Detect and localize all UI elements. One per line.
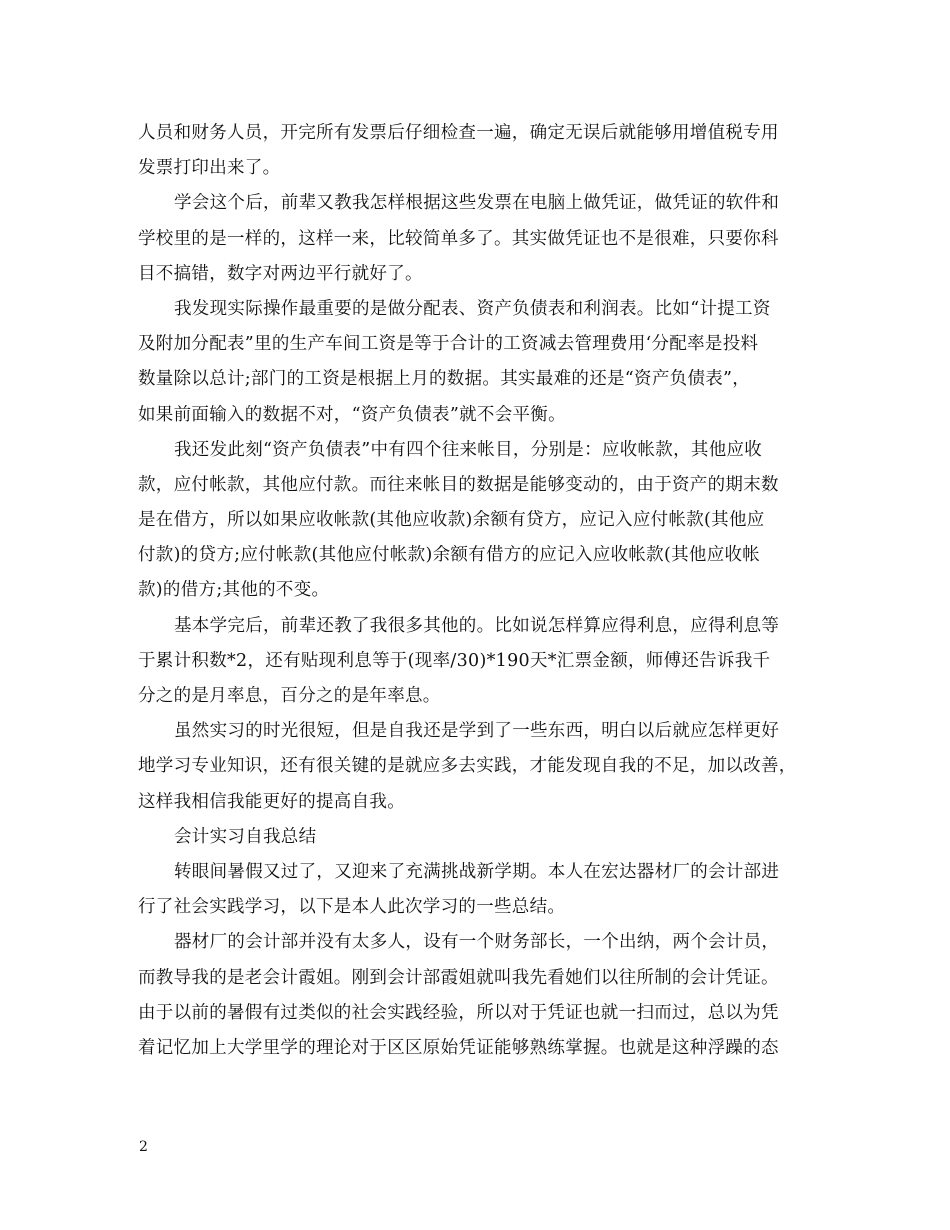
text-line: 由于以前的暑假有过类似的社会实践经验，所以对于凭证也就一扫而过，总以为凭 xyxy=(138,1002,779,1023)
text-line: 于累计积数*2，还有贴现利息等于(现率/30)*190天*汇票金额，师傅还告诉我千 xyxy=(138,650,771,671)
text-line: 及附加分配表”里的生产车间工资是等于合计的工资减去管理费用‘分配率是投料 xyxy=(138,334,759,355)
text-line: 数量除以总计;部门的工资是根据上月的数据。其实最难的还是“资产负债表”， xyxy=(138,369,751,390)
text-line: 会计实习自我总结 xyxy=(174,826,317,847)
text-line: 分之的是月率息，百分之的是年率息。 xyxy=(138,686,441,706)
text-line: 着记忆加上大学里学的理论对于区区原始凭证能够熟练掌握。也就是这种浮躁的态 xyxy=(138,1037,779,1058)
text-line: 转眼间暑假又过了，又迎来了充满挑战新学期。本人在宏达器材厂的会计部进 xyxy=(174,861,780,882)
text-line: 发票打印出来了。 xyxy=(138,158,281,179)
document-body xyxy=(138,116,828,1066)
text-line: 而教导我的是老会计霞姐。刚到会计部霞姐就叫我先看她们以往所制的会计凭证。 xyxy=(138,967,779,988)
text-line: 款)的借方;其他的不变。 xyxy=(138,580,330,601)
text-line: 如果前面输入的数据不对，“资产负债表”就不会平衡。 xyxy=(138,404,566,425)
text-line: 虽然实习的时光很短，但是自我还是学到了一些东西，明白以后就应怎样更好 xyxy=(174,721,780,742)
text-line: 款，应付帐款，其他应付款。而往来帐目的数据是能够变动的，由于资产的期末数 xyxy=(138,474,779,495)
text-line: 器材厂的会计部并没有太多人，设有一个财务部长，一个出纳，两个会计员， xyxy=(174,932,780,953)
text-line: 付款)的贷方;应付帐款(其他应付帐款)余额有借方的应记入应收帐款(其他应收帐 xyxy=(138,545,761,566)
text-line: 人员和财务人员，开完所有发票后仔细检查一遍，确定无误后就能够用增值税专用 xyxy=(138,123,779,143)
text-line: 地学习专业知识，还有很关键的是就应多去实践，才能发现自我的不足，加以改善， xyxy=(138,756,797,777)
page-number: 2 xyxy=(139,1139,148,1155)
text-line: 基本学完后，前辈还教了我很多其他的。比如说怎样算应得利息，应得利息等 xyxy=(174,615,780,636)
text-line: 是在借方，所以如果应收帐款(其他应收款)余额有贷方，应记入应付帐款(其他应 xyxy=(138,510,765,531)
text-line: 行了社会实践学习，以下是本人此次学习的一些总结。 xyxy=(138,897,566,918)
text-line: 学校里的是一样的，这样一来，比较简单多了。其实做凭证也不是很难，只要你科 xyxy=(138,228,779,249)
text-line: 目不搞错，数字对两边平行就好了。 xyxy=(138,263,423,284)
text-line: 我发现实际操作最重要的是做分配表、资产负债表和利润表。比如“计提工资 xyxy=(174,298,771,319)
text-line: 这样我相信我能更好的提高自我。 xyxy=(138,791,405,812)
text-line: 学会这个后，前辈又教我怎样根据这些发票在电脑上做凭证，做凭证的软件和 xyxy=(174,193,780,214)
text-line: 我还发此刻“资产负债表”中有四个往来帐目，分别是：应收帐款，其他应收 xyxy=(174,439,763,460)
